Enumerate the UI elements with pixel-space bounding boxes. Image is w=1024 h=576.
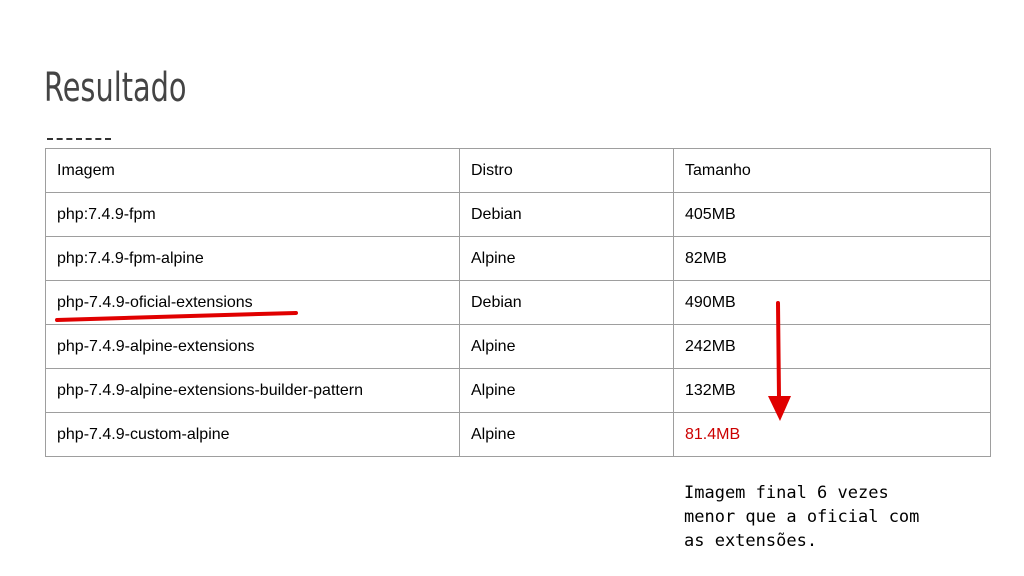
cell-image: php-7.4.9-oficial-extensions xyxy=(46,281,460,325)
cell-distro: Debian xyxy=(460,193,674,237)
header-imagem: Imagem xyxy=(46,149,460,193)
cell-distro: Debian xyxy=(460,281,674,325)
title-underline xyxy=(47,138,111,140)
header-tamanho: Tamanho xyxy=(674,149,991,193)
note-line: as extensões. xyxy=(684,531,818,551)
note-line: Imagem final 6 vezes xyxy=(684,483,889,503)
cell-distro: Alpine xyxy=(460,237,674,281)
slide-title: Resultado xyxy=(44,65,187,111)
table-row xyxy=(46,281,991,325)
cell-image: php:7.4.9-fpm xyxy=(46,193,460,237)
note-line: menor que a oficial com xyxy=(684,507,920,527)
results-table xyxy=(45,148,991,457)
cell-image: php:7.4.9-fpm-alpine xyxy=(46,237,460,281)
cell-distro: Alpine xyxy=(460,325,674,369)
table-row xyxy=(46,413,991,457)
cell-size: 82MB xyxy=(674,237,991,281)
cell-size: 405MB xyxy=(674,193,991,237)
cell-size-highlighted: 81.4MB xyxy=(674,413,991,457)
cell-size: 490MB xyxy=(674,281,991,325)
cell-size: 132MB xyxy=(674,369,991,413)
cell-distro: Alpine xyxy=(460,369,674,413)
table-row xyxy=(46,237,991,281)
cell-distro: Alpine xyxy=(460,413,674,457)
table-row xyxy=(46,369,991,413)
annotation-note xyxy=(684,481,1004,553)
table-row xyxy=(46,325,991,369)
cell-image: php-7.4.9-alpine-extensions xyxy=(46,325,460,369)
cell-image: php-7.4.9-custom-alpine xyxy=(46,413,460,457)
table-header-row xyxy=(46,149,991,193)
header-distro: Distro xyxy=(460,149,674,193)
table-row xyxy=(46,193,991,237)
cell-size: 242MB xyxy=(674,325,991,369)
cell-image: php-7.4.9-alpine-extensions-builder-pattern xyxy=(46,369,460,413)
